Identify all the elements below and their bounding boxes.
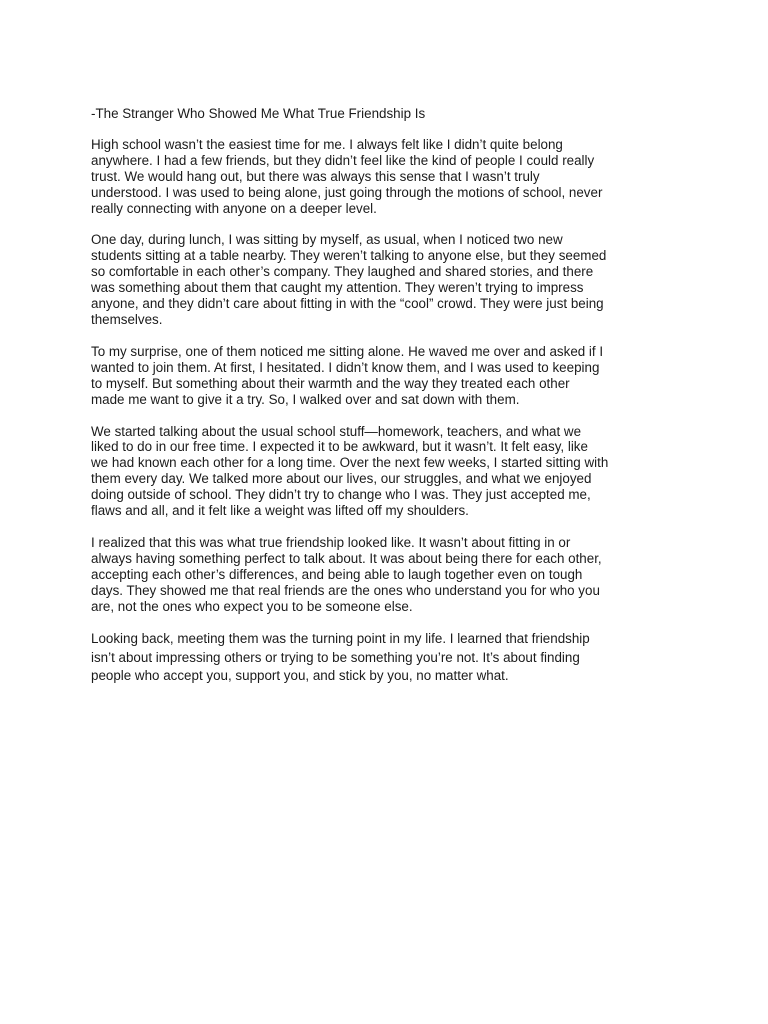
paragraph-line: students sitting at a table nearby. They weren’t talking to anyone else, but they seemed	[91, 248, 607, 264]
paragraph-line: themselves.	[91, 311, 163, 327]
paragraph-line: High school wasn’t the easiest time for me. I always felt like I didn’t quite belong	[91, 136, 563, 152]
paragraph-2	[91, 232, 683, 327]
paragraph-6	[91, 630, 683, 686]
paragraph-line: One day, during lunch, I was sitting by myself, as usual, when I noticed two new	[91, 232, 563, 248]
paragraph-line: made me want to give it a try. So, I walked over and sat down with them.	[91, 391, 520, 407]
paragraph-line: so comfortable in each other’s company. They laughed and shared stories, and there	[91, 264, 594, 280]
paragraph-line: I realized that this was what true friendship looked like. It wasn’t about fitting in or	[91, 534, 571, 550]
paragraph-line: really connecting with anyone on a deeper level.	[91, 200, 377, 216]
paragraph-line: always having something perfect to talk about. It was about being there for each other,	[91, 550, 602, 566]
paragraph-line: flaws and all, and it felt like a weight was lifted off my shoulders.	[91, 503, 469, 519]
document-body	[91, 106, 683, 702]
paragraph-line: understood. I was used to being alone, just going through the motions of school, never	[91, 184, 603, 200]
paragraph-line: accepting each other’s differences, and being able to laugh together even on tough	[91, 566, 583, 582]
paragraph-line: isn’t about impressing others or trying to be something you’re not. It’s about finding	[91, 649, 580, 665]
paragraph-line: was something about them that caught my attention. They weren’t trying to impress	[91, 280, 584, 296]
paragraph-line: people who accept you, support you, and stick by you, no matter what.	[91, 668, 509, 684]
paragraph-3	[91, 344, 683, 408]
paragraph-4	[91, 424, 683, 519]
paragraph-line: To my surprise, one of them noticed me sitting alone. He waved me over and asked if I	[91, 343, 604, 359]
paragraph-line: liked to do in our free time. I expected it to be awkward, but it wasn’t. It felt easy, like	[91, 439, 588, 455]
paragraph-line: them every day. We talked more about our lives, our struggles, and what we enjoyed	[91, 471, 592, 487]
paragraph-line: days. They showed me that real friends are the ones who understand you for who you	[91, 582, 600, 598]
paragraph-1	[91, 137, 683, 217]
paragraph-5	[91, 535, 683, 615]
paragraph-line: anywhere. I had a few friends, but they didn’t feel like the kind of people I could really	[91, 152, 595, 168]
paragraph-line: wanted to join them. At first, I hesitated. I didn’t know them, and I was used to keeping	[91, 359, 600, 375]
paragraph-line: doing outside of school. They didn’t try to change who I was. They just accepted me,	[91, 487, 591, 503]
paragraph-line: are, not the ones who expect you to be someone else.	[91, 598, 413, 614]
paragraph-line: to myself. But something about their warmth and the way they treated each other	[91, 375, 570, 391]
paragraph-line: We started talking about the usual school stuff—homework, teachers, and what we	[91, 423, 582, 439]
document-title: -The Stranger Who Showed Me What True Friendship Is	[91, 106, 426, 121]
paragraph-line: Looking back, meeting them was the turning point in my life. I learned that friendship	[91, 631, 590, 647]
paragraph-line: we had known each other for a long time. Over the next few weeks, I started sitting with	[91, 455, 609, 471]
paragraph-line: anyone, and they didn’t care about fitting in with the “cool” crowd. They were just being	[91, 296, 604, 312]
paragraph-line: trust. We would hang out, but there was always this sense that I wasn’t truly	[91, 168, 540, 184]
